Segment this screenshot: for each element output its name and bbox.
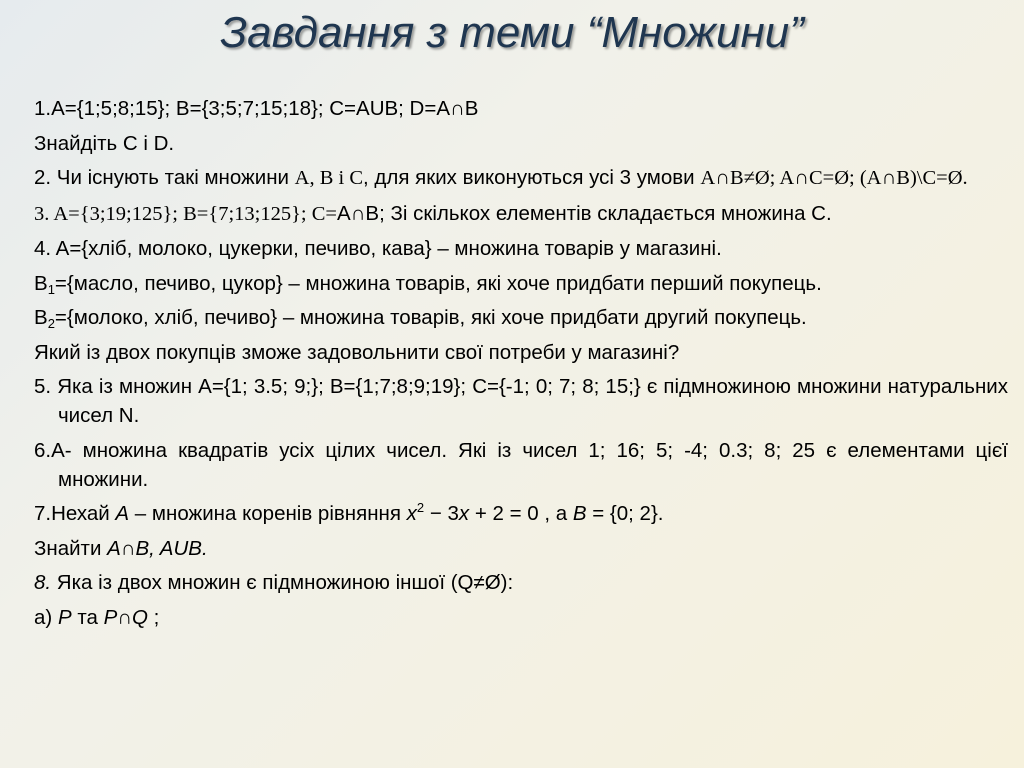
task-4-b1-subscript: 1 — [47, 281, 55, 297]
task-4-question: Який із двох покупців зможе задовольнити свої потреби у магазині? — [34, 340, 680, 364]
task-4-buyer-1 — [34, 269, 1008, 298]
task-8a-p: P — [57, 605, 72, 629]
task-8a-mid: та — [71, 605, 104, 629]
task-list — [34, 94, 1008, 637]
task-7-exponent: 2 — [416, 500, 425, 515]
task-1-line: 1.A={1;5;8;15}; B={3;5;7;15;18}; C=AUB; D=A∩B — [34, 97, 479, 120]
task-8a-pq: P∩Q — [103, 605, 148, 629]
task-2 — [34, 163, 1008, 193]
task-7-x2: x — [458, 502, 470, 525]
task-3-sets: 3. A={3;19;125}; B={7;13;125}; C= — [34, 202, 337, 225]
task-2-sets: A, B і C — [294, 167, 364, 189]
task-1-question: Знайдіть C і D. — [34, 131, 175, 155]
task-4-b1-text: ={масло, печиво, цукор} – множина товарів, які хоче придбати перший покупець. — [54, 271, 822, 295]
task-7-mid: – множина коренів рівняння — [129, 502, 407, 525]
task-7-prefix: 7.Нехай — [34, 502, 116, 525]
task-7-question — [34, 534, 1008, 563]
task-7-set-b: B — [572, 502, 587, 525]
task-7-find: Знайти — [34, 536, 108, 560]
task-8-text: Яка із двох множин є підмножиною іншої (Q≠Ø): — [51, 571, 514, 594]
task-2-middle: , для яких виконуються усі 3 умови — [363, 166, 701, 189]
task-4-b1-letter: B — [34, 271, 48, 295]
task-8-number: 8. — [34, 571, 52, 594]
task-4-b2-text: ={молоко, хліб, печиво} – множина товарів, які хоче придбати другий покупець. — [54, 306, 807, 329]
task-2-prefix: 2. Чи існують такі множини — [34, 166, 295, 189]
task-7-minus: − 3 — [424, 502, 459, 525]
task-4-b2-letter: B — [34, 306, 48, 329]
task-4-b2-subscript: 2 — [47, 316, 55, 331]
task-3-rest: A∩B; Зі скількох елементів складається множина C. — [337, 201, 832, 225]
task-7-end: = {0; 2}. — [586, 502, 664, 525]
task-4-line: 4. A={хліб, молоко, цукерки, печиво, кава} – множина товарів у магазині. — [34, 237, 722, 260]
task-7-tail: + 2 = 0 , а — [469, 502, 573, 525]
task-7-set-a: A — [115, 502, 130, 525]
task-8a-end: ; — [147, 605, 160, 629]
task-7-x1: x — [406, 502, 417, 525]
task-6: 6.A- множина квадратів усіх цілих чисел. Які із чисел 1; 16; 5; -4; 0.3; 8; 25 є елементами цієї множини. — [34, 438, 1008, 491]
task-8-option-a — [34, 603, 1008, 632]
task-7 — [34, 499, 1008, 528]
task-8a-prefix: а) — [34, 605, 58, 629]
task-5: 5. Яка із множин A={1; 3.5; 9;}; B={1;7;8;9;19}; C={-1; 0; 7; 8; 15;} є підмножиною множини натуральних чисел N. — [34, 375, 1008, 427]
task-2-conditions: A∩B≠Ø; A∩C=Ø; (A∩B)\C=Ø. — [700, 167, 968, 189]
slide-title: Завдання з теми “Множини” — [220, 8, 804, 57]
task-8 — [34, 568, 1008, 597]
task-3 — [34, 199, 1008, 229]
task-4-buyer-2 — [34, 303, 1008, 332]
task-7-expr: A∩B, AUB. — [107, 536, 208, 560]
